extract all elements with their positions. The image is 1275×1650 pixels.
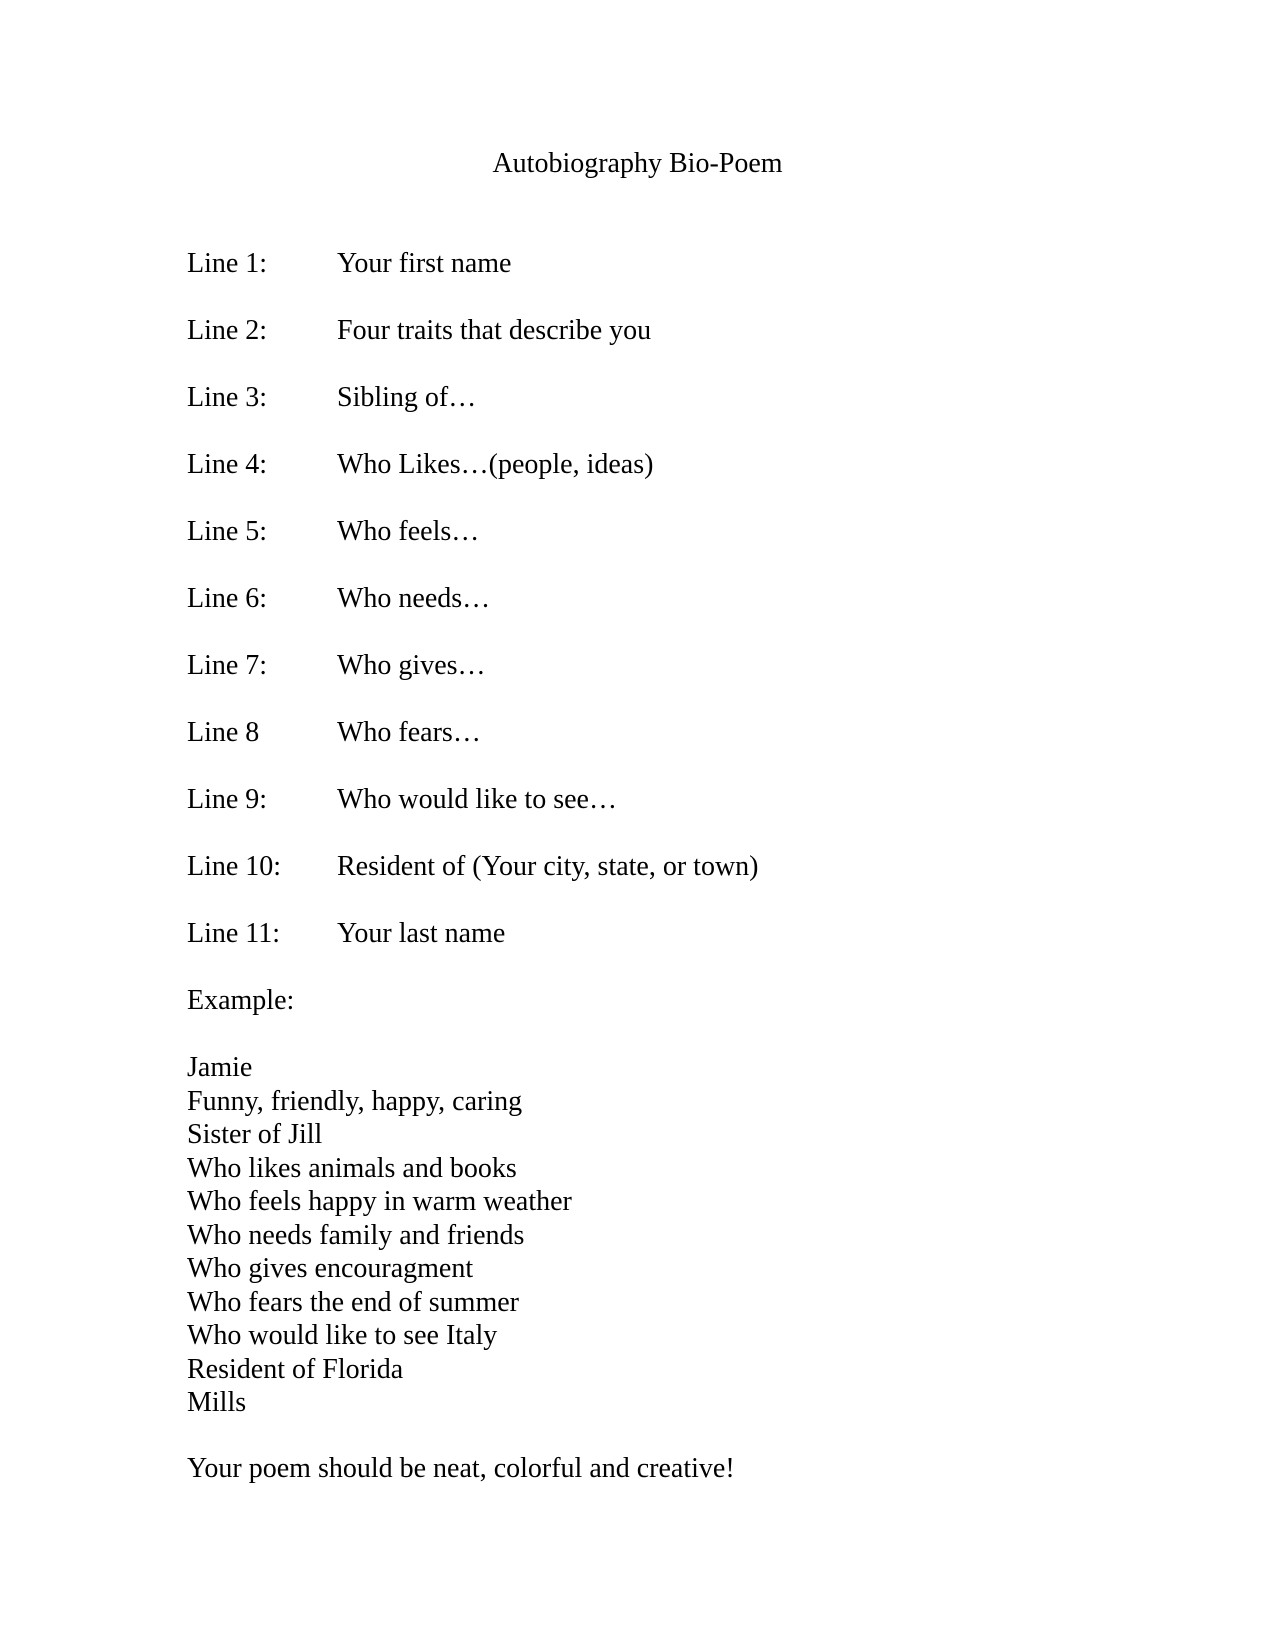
poem-line: Who fears the end of summer	[187, 1286, 519, 1318]
template-line-4	[187, 449, 759, 516]
template-line-10	[187, 851, 759, 918]
template-line-11	[187, 918, 759, 985]
template-line-text: Resident of (Your city, state, or town)	[337, 851, 759, 882]
template-line-label: Line 2:	[187, 315, 268, 346]
poem-line: Sister of Jill	[187, 1119, 323, 1150]
template-line-label: Line 4:	[187, 449, 268, 480]
poem-line: Who gives encouragment	[187, 1253, 474, 1284]
example-heading: Example:	[187, 985, 295, 1016]
template-line-6	[187, 583, 759, 650]
template-line-1	[187, 248, 759, 315]
template-line-2	[187, 315, 759, 382]
poem-line: Who feels happy in warm weather	[187, 1186, 572, 1217]
template-line-label: Line 1:	[187, 248, 268, 279]
template-line-label: Line 6:	[187, 583, 268, 614]
page-title: Autobiography Bio-Poem	[492, 148, 783, 179]
template-line-text: Who needs…	[337, 583, 491, 614]
template-line-text: Who gives…	[337, 650, 486, 681]
template-line-label: Line 10:	[187, 851, 282, 882]
template-line-text: Who would like to see…	[337, 784, 617, 815]
template-line-text: Who fears…	[337, 717, 481, 748]
poem-line: Mills	[187, 1387, 247, 1418]
poem-line: Funny, friendly, happy, caring	[187, 1085, 523, 1117]
closing-instruction: Your poem should be neat, colorful and creative!	[187, 1453, 735, 1484]
template-line-label: Line 3:	[187, 382, 268, 413]
template-line-label: Line 11:	[187, 918, 281, 949]
poem-line: Jamie	[187, 1052, 253, 1083]
template-line-label: Line 8	[187, 717, 260, 748]
poem-line: Who would like to see Italy	[187, 1320, 498, 1351]
template-line-3	[187, 382, 759, 449]
template-line-7	[187, 650, 759, 717]
poem-line: Who likes animals and books	[187, 1152, 517, 1184]
template-line-text: Your last name	[337, 918, 506, 949]
example-poem	[187, 1051, 572, 1420]
template-line-text: Four traits that describe you	[337, 315, 652, 346]
template-line-label: Line 9:	[187, 784, 268, 815]
template-line-text: Who Likes…(people, ideas)	[337, 449, 654, 480]
template-line-8	[187, 717, 759, 784]
template-line-label: Line 7:	[187, 650, 268, 681]
template-line-text: Your first name	[337, 248, 512, 279]
template-line-text: Who feels…	[337, 516, 480, 547]
poem-line: Resident of Florida	[187, 1353, 404, 1385]
template-line-5	[187, 516, 759, 583]
template-line-text: Sibling of…	[337, 382, 477, 413]
poem-line: Who needs family and friends	[187, 1219, 525, 1251]
template-lines-list	[187, 248, 759, 985]
template-line-9	[187, 784, 759, 851]
template-line-label: Line 5:	[187, 516, 268, 547]
